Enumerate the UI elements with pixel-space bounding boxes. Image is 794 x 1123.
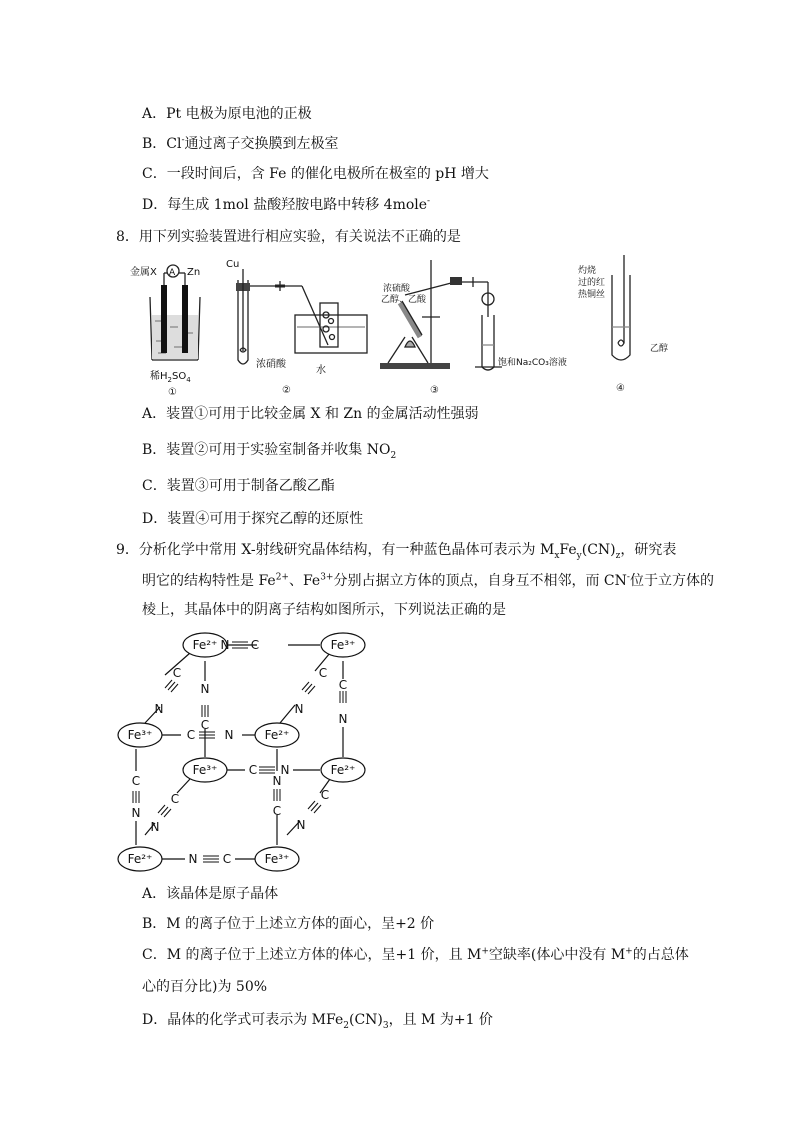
n-label-11: N [296, 818, 306, 832]
q9-option-b: B．M 的离子位于上述立方体的面心，呈+2 价 [142, 916, 435, 932]
apparatus-2 [236, 269, 367, 364]
label-sat-na2co3: 饱和Na₂CO₃溶液 [498, 358, 567, 368]
c-label-4: C [318, 666, 328, 680]
fe-label-1: Fe²⁺ [192, 638, 218, 652]
q8-option-b: B．装置②可用于实验室制备并收集 $NO_2$ [142, 442, 397, 461]
n-label-1: N [220, 638, 230, 652]
apparatus-3 [380, 260, 502, 370]
c-label-8: C [131, 774, 141, 788]
n-label-9: N [272, 774, 282, 788]
c-label-3: C [200, 718, 210, 732]
q8-stem: 8．用下列实验装置进行相应实验，有关说法不正确的是 [116, 229, 461, 245]
q7-option-d: D．每生成 1mol 盐酸羟胺电路中转移 4mole- [142, 196, 431, 213]
c-label-11: C [320, 788, 330, 802]
label-dilute-h2so4: 稀$H_2SO_4$ [150, 371, 191, 384]
label-ethanol: 乙醇 [650, 344, 669, 354]
label-apparatus-4-number: ④ [616, 383, 625, 394]
n-label-4: N [294, 702, 304, 716]
c-label-7: C [248, 763, 258, 777]
q7-option-c: C．一段时间后，含 Fe 的催化电极所在极室的 pH 增大 [142, 166, 489, 182]
label-wire-1: 灼烧 [578, 266, 597, 276]
fe-label-5: Fe³⁺ [192, 763, 218, 777]
n-label-10: N [150, 820, 160, 834]
label-conc-sulfuric-acid: 浓硫酸 [383, 284, 411, 294]
fe-label-8: Fe³⁺ [264, 852, 290, 866]
label-apparatus-1-number: ① [168, 387, 177, 398]
c-label-12: C [222, 852, 232, 866]
q9-option-c-line-1: C．M 的离子位于上述立方体的体心，呈+1 价，且 M+空缺率(体心中没有 M+的占总体 [142, 946, 689, 963]
c-label-6: C [186, 728, 196, 742]
q9-stem-line-1: 9．分析化学中常用 X-射线研究晶体结构，有一种蓝色晶体可表示为 $M_xFe_y(CN)_z$，研究表 [116, 542, 677, 561]
c-label-5: C [338, 678, 348, 692]
n-label-7: N [280, 763, 290, 777]
q7-option-b: B．Cl-通过离子交换膜到左极室 [142, 135, 339, 152]
label-ethanol-acetic-acid: 乙醇、乙酸 [381, 295, 427, 305]
label-apparatus-3-number: ③ [430, 385, 439, 396]
n-label-6: N [224, 728, 234, 742]
n-label-2: N [154, 702, 164, 716]
label-conc-nitric-acid: 浓硝酸 [256, 359, 286, 370]
label-wire-2: 过的红 [578, 278, 606, 288]
label-wire-3: 热铜丝 [578, 290, 606, 300]
c-label-1: C [250, 638, 260, 652]
apparatus-1 [150, 265, 200, 360]
label-water: 水 [316, 365, 326, 376]
fe-label-3: Fe³⁺ [127, 728, 153, 742]
apparatus-4 [612, 255, 630, 360]
q9-option-a: A．该晶体是原子晶体 [142, 886, 279, 902]
fe-label-7: Fe²⁺ [127, 852, 153, 866]
c-label-9: C [272, 804, 282, 818]
c-label-10: C [170, 792, 180, 806]
q8-apparatus-figure [130, 255, 670, 400]
c-label-2: C [172, 666, 182, 680]
n-label-8: N [131, 806, 141, 820]
fe-label-2: Fe³⁺ [330, 638, 356, 652]
fe-label-4: Fe²⁺ [264, 728, 290, 742]
n-label-3: N [200, 682, 210, 696]
label-apparatus-2-number: ② [282, 385, 291, 396]
q9-option-c-line-2: 心的百分比)为 50% [142, 979, 268, 995]
label-ammeter: A [169, 268, 176, 278]
q9-stem-line-2: 明它的结构特性是 $Fe^{2+}$、$Fe^{3+}$分别占据立方体的顶点，自身互不相邻，而 CN-位于立方体的 [142, 572, 714, 589]
n-label-12: N [188, 852, 198, 866]
q9-crystal-cube-diagram [115, 625, 375, 880]
q9-option-d: D．晶体的化学式可表示为 $MFe_2(CN)_3$，且 M 为+1 价 [142, 1012, 493, 1031]
q8-option-d: D．装置④可用于探究乙醇的还原性 [142, 511, 364, 527]
label-zn: Zn [187, 267, 201, 278]
q8-option-c: C．装置③可用于制备乙酸乙酯 [142, 478, 335, 494]
n-label-5: N [338, 712, 348, 726]
fe-label-6: Fe²⁺ [330, 763, 356, 777]
q9-stem-line-3: 棱上，其晶体中的阴离子结构如图所示，下列说法正确的是 [142, 602, 506, 618]
q8-option-a: A．装置①可用于比较金属 X 和 Zn 的金属活动性强弱 [142, 406, 479, 422]
q7-option-a: A．Pt 电极为原电池的正极 [142, 106, 312, 122]
label-metal-x: 金属X [130, 267, 157, 278]
label-cu: Cu [226, 259, 240, 270]
